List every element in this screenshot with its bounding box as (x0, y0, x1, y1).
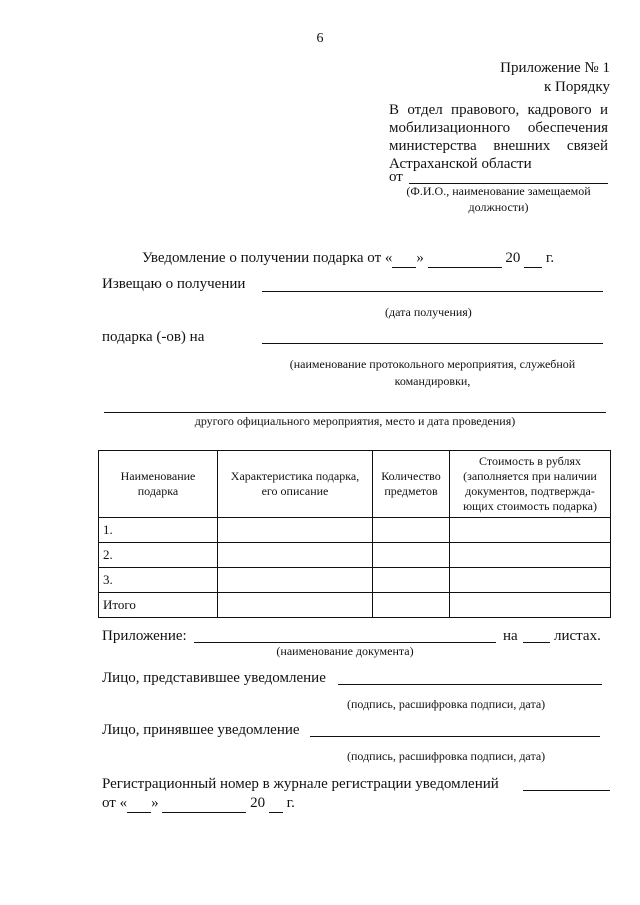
addressee-region: Астраханской области (389, 156, 532, 172)
event-caption: (наименование протокольного мероприятия, служебной (289, 357, 576, 371)
addressee-word: отдел (407, 102, 443, 118)
title-year-blank[interactable] (524, 250, 542, 268)
receiver-line[interactable] (310, 736, 600, 737)
addressee-word: министерства (389, 138, 477, 154)
header-text: документов, подтвержда- (465, 484, 595, 498)
attachment-sheets-label: листах. (554, 628, 601, 644)
from-label: от (389, 169, 403, 185)
table-row (99, 518, 611, 543)
table-cell: 2. (99, 543, 218, 568)
appendix-title: Приложение № 1 (500, 60, 610, 76)
header-text: его описание (261, 484, 329, 498)
notice-title-text: Уведомление о получении подарка от « (142, 250, 393, 266)
table-header-cell (373, 451, 450, 518)
title-month-blank[interactable] (428, 250, 502, 268)
addressee-word: и (599, 102, 608, 118)
notice-title (142, 250, 554, 268)
header-text: Характеристика подарка, (230, 469, 360, 483)
from-caption: должности) (468, 200, 529, 214)
table-cell[interactable] (218, 543, 373, 568)
attachment-on-label: на (503, 628, 518, 644)
event-caption: другого официального мероприятия, место и дата проведения) (194, 414, 516, 428)
notice-title-year-suffix: г. (545, 250, 555, 266)
addressee-word: внешних (493, 138, 551, 154)
addressee-word: В (389, 102, 400, 118)
registration-year: 20 (250, 795, 266, 811)
table-cell[interactable] (450, 568, 611, 593)
appendix-subtitle: к Порядку (544, 79, 610, 95)
gifts-table (98, 450, 611, 618)
table-cell: 1. (99, 518, 218, 543)
receiver-caption: (подпись, расшифровка подписи, дата) (347, 749, 546, 763)
table-cell[interactable] (218, 518, 373, 543)
table-cell[interactable] (450, 593, 611, 618)
addressee-word: правового, (451, 102, 520, 118)
header-text: Стоимость в рублях (479, 454, 581, 468)
registration-year-blank[interactable] (269, 795, 283, 813)
receiver-label: Лицо, принявшее уведомление (102, 722, 300, 738)
addressee-word: обеспечения (527, 120, 608, 136)
table-header-cell (218, 451, 373, 518)
received-label: Извещаю о получении (102, 276, 246, 292)
addressee-block (389, 101, 608, 173)
table-cell[interactable] (373, 543, 450, 568)
event-line[interactable] (262, 343, 603, 344)
gifts-label: подарка (-ов) на (102, 329, 205, 345)
addressee-word: связей (566, 138, 608, 154)
registration-date (102, 795, 295, 813)
addressee-word: кадрового (527, 102, 592, 118)
registration-label: Регистрационный номер в журнале регистрации уведомлений (102, 776, 499, 792)
table-header-row (99, 451, 611, 518)
table-cell[interactable] (450, 543, 611, 568)
addressee-line-2 (389, 119, 608, 137)
registration-number-line[interactable] (523, 790, 610, 791)
addressee-line-1 (389, 101, 608, 119)
table-row (99, 568, 611, 593)
table-cell[interactable] (373, 593, 450, 618)
attachment-caption: (наименование документа) (276, 644, 414, 658)
table-cell[interactable] (450, 518, 611, 543)
table-row (99, 543, 611, 568)
header-text: ющих стоимость подарка) (463, 499, 597, 513)
header-text: Наименование (120, 469, 196, 483)
table-cell: 3. (99, 568, 218, 593)
from-caption: (Ф.И.О., наименование замещаемой (406, 184, 591, 198)
header-text: предметов (384, 484, 438, 498)
registration-year-suffix: г. (286, 795, 295, 811)
registration-day-blank[interactable] (127, 795, 151, 813)
registration-month-blank[interactable] (162, 795, 246, 813)
table-row (99, 593, 611, 618)
header-text: Количество (381, 469, 441, 483)
addressee-word: мобилизационного (389, 120, 511, 136)
table-header-cell (450, 451, 611, 518)
addressee-line-4 (389, 155, 608, 173)
submitter-caption: (подпись, расшифровка подписи, дата) (347, 697, 546, 711)
table-header-cell (99, 451, 218, 518)
registration-date-text: » (151, 795, 159, 811)
table-cell[interactable] (373, 568, 450, 593)
table-cell[interactable] (218, 568, 373, 593)
header-text: (заполняется при наличии (463, 469, 597, 483)
addressee-line-3 (389, 137, 608, 155)
event-caption: командировки, (394, 374, 471, 388)
title-day-blank[interactable] (392, 250, 416, 268)
notice-title-text: » (416, 250, 424, 266)
notice-title-year: 20 (505, 250, 521, 266)
table-cell: Итого (99, 593, 218, 618)
registration-date-text: от « (102, 795, 128, 811)
submitter-label: Лицо, представившее уведомление (102, 670, 326, 686)
event-line-2[interactable] (104, 412, 606, 413)
table-cell[interactable] (373, 518, 450, 543)
attachment-line[interactable] (194, 642, 496, 643)
header-text: подарка (137, 484, 179, 498)
submitter-line[interactable] (338, 684, 602, 685)
received-date-line[interactable] (262, 291, 603, 292)
received-caption: (дата получения) (385, 305, 472, 319)
attachment-sheets-line[interactable] (523, 642, 550, 643)
table-cell[interactable] (218, 593, 373, 618)
page-number: 6 (316, 31, 324, 46)
attachment-label: Приложение: (102, 628, 187, 644)
